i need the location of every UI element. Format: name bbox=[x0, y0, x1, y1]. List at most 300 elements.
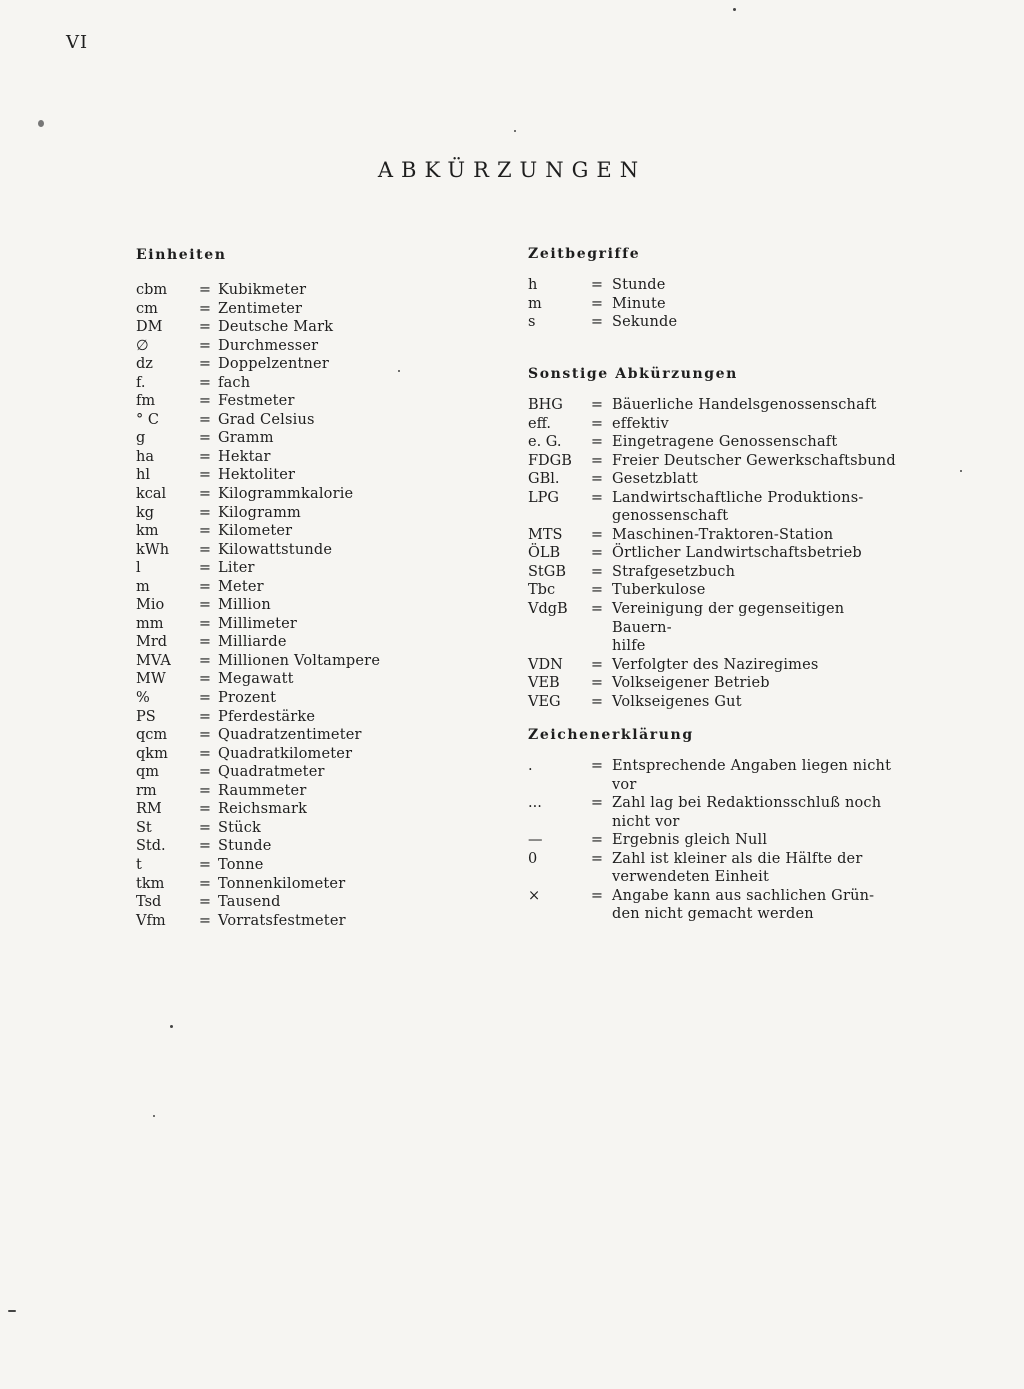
abbreviation: tkm bbox=[136, 875, 165, 892]
equals-sign: = bbox=[198, 634, 212, 651]
abbreviation: ∅ bbox=[136, 337, 149, 354]
meaning-line: Kubikmeter bbox=[218, 282, 307, 298]
abbreviation-meaning bbox=[218, 615, 297, 634]
time-heading: Zeitbegriffe bbox=[528, 246, 641, 262]
meaning-line: Verfolgter des Naziregimes bbox=[612, 656, 819, 673]
abbreviation-meaning bbox=[218, 559, 255, 578]
abbreviation-entry bbox=[136, 337, 380, 356]
abbreviation: m bbox=[528, 295, 542, 312]
abbreviation-entry bbox=[528, 526, 902, 545]
page-title: ABKÜRZUNGEN bbox=[377, 158, 647, 182]
abbreviation-entry bbox=[136, 726, 380, 745]
abbreviation-meaning bbox=[218, 355, 329, 374]
equals-sign: = bbox=[198, 801, 212, 818]
abbreviation-entry bbox=[136, 374, 380, 393]
abbreviation-entry bbox=[136, 837, 380, 856]
equals-sign: = bbox=[198, 856, 212, 873]
abbreviation: kcal bbox=[136, 486, 167, 503]
abbreviation-meaning bbox=[612, 887, 902, 924]
abbreviation: VdgB bbox=[528, 601, 568, 618]
abbreviation-meaning bbox=[218, 856, 264, 875]
abbreviation: Tsd bbox=[136, 894, 162, 911]
abbreviation: LPG bbox=[528, 489, 559, 506]
other-abbreviations-heading: Sonstige Abkürzungen bbox=[528, 366, 738, 382]
abbreviation-meaning bbox=[612, 415, 902, 434]
abbreviation-entry bbox=[136, 485, 380, 504]
abbreviation: l bbox=[136, 560, 141, 577]
scan-speck bbox=[733, 8, 736, 11]
equals-sign: = bbox=[590, 471, 604, 488]
abbreviation: Mio bbox=[136, 597, 165, 614]
equals-sign: = bbox=[590, 434, 604, 451]
scan-speck bbox=[170, 1025, 173, 1028]
meaning-line: genossenschaft bbox=[612, 508, 729, 525]
abbreviation-meaning bbox=[218, 708, 315, 727]
abbreviation-meaning bbox=[218, 411, 315, 430]
abbreviation-entry bbox=[136, 689, 380, 708]
abbreviation-meaning bbox=[612, 794, 902, 831]
abbreviation-meaning bbox=[218, 392, 295, 411]
abbreviation-meaning bbox=[218, 429, 274, 448]
abbreviation-entry bbox=[528, 831, 902, 850]
equals-sign: = bbox=[198, 467, 212, 484]
equals-sign: = bbox=[198, 782, 212, 799]
abbreviation: RM bbox=[136, 801, 162, 818]
equals-sign: = bbox=[198, 838, 212, 855]
equals-sign: = bbox=[198, 690, 212, 707]
meaning-line: Tonne bbox=[218, 856, 264, 873]
meaning-line: Tausend bbox=[218, 894, 281, 911]
abbreviation: m bbox=[136, 578, 150, 595]
abbreviation-meaning bbox=[218, 466, 295, 485]
meaning-line: verwendeten Einheit bbox=[612, 869, 769, 886]
abbreviation-meaning bbox=[612, 757, 902, 794]
abbreviation-meaning bbox=[218, 912, 346, 931]
equals-sign: = bbox=[590, 452, 604, 469]
abbreviation-meaning bbox=[612, 452, 902, 471]
meaning-line: Ergebnis gleich Null bbox=[612, 832, 768, 849]
abbreviation-entry bbox=[528, 757, 902, 794]
abbreviation-entry bbox=[528, 887, 902, 924]
equals-sign: = bbox=[198, 875, 212, 892]
abbreviation: f. bbox=[136, 374, 146, 391]
equals-sign: = bbox=[198, 319, 212, 336]
abbreviation-meaning bbox=[612, 831, 902, 850]
signs-heading: Zeichenerklärung bbox=[528, 727, 694, 743]
equals-sign: = bbox=[198, 282, 212, 298]
meaning-line: Deutsche Mark bbox=[218, 319, 334, 336]
abbreviation-meaning bbox=[612, 600, 902, 656]
meaning-line: Reichsmark bbox=[218, 801, 308, 818]
abbreviation-meaning bbox=[612, 526, 902, 545]
abbreviation-meaning bbox=[612, 656, 902, 675]
scan-speck bbox=[398, 370, 400, 372]
abbreviation: e. G. bbox=[528, 434, 562, 451]
equals-sign: = bbox=[590, 314, 604, 331]
meaning-line: Quadratmeter bbox=[218, 764, 325, 781]
meaning-line: Sekunde bbox=[612, 314, 678, 331]
abbreviation: dz bbox=[136, 356, 153, 373]
abbreviation-meaning bbox=[218, 875, 345, 894]
abbreviation-entry bbox=[136, 281, 380, 300]
abbreviation: Std. bbox=[136, 838, 166, 855]
abbreviation-meaning bbox=[218, 485, 353, 504]
meaning-line: Grad Celsius bbox=[218, 411, 315, 428]
abbreviation-entry bbox=[136, 300, 380, 319]
abbreviation: s bbox=[528, 314, 536, 331]
abbreviation-entry bbox=[136, 559, 380, 578]
abbreviation-entry bbox=[528, 581, 902, 600]
abbreviation: qcm bbox=[136, 727, 168, 744]
meaning-line: Volkseigenes Gut bbox=[612, 693, 742, 710]
equals-sign: = bbox=[590, 656, 604, 673]
abbreviation-entry bbox=[136, 800, 380, 819]
equals-sign: = bbox=[198, 374, 212, 391]
abbreviation-meaning bbox=[218, 337, 318, 356]
equals-sign: = bbox=[198, 504, 212, 521]
meaning-line: Hektoliter bbox=[218, 467, 296, 484]
equals-sign: = bbox=[590, 601, 604, 618]
meaning-line: Durchmesser bbox=[218, 337, 319, 354]
equals-sign: = bbox=[590, 795, 604, 812]
meaning-line: vor bbox=[612, 776, 637, 793]
abbreviation-entry bbox=[136, 782, 380, 801]
meaning-line: Minute bbox=[612, 295, 666, 312]
equals-sign: = bbox=[198, 430, 212, 447]
abbreviation-entry bbox=[528, 470, 902, 489]
abbreviation: eff. bbox=[528, 415, 551, 432]
meaning-line: effektiv bbox=[612, 415, 669, 432]
meaning-line: Tonnenkilometer bbox=[218, 875, 346, 892]
abbreviation-meaning bbox=[218, 596, 271, 615]
abbreviation: ÖLB bbox=[528, 545, 561, 562]
abbreviation: — bbox=[528, 832, 543, 849]
scan-speck bbox=[153, 1115, 155, 1117]
meaning-line: Vorratsfestmeter bbox=[218, 912, 346, 929]
abbreviation: PS bbox=[136, 708, 156, 725]
meaning-line: Eingetragene Genossenschaft bbox=[612, 434, 838, 451]
abbreviation-entry bbox=[528, 396, 902, 415]
meaning-line: Kilometer bbox=[218, 523, 293, 540]
equals-sign: = bbox=[198, 912, 212, 929]
equals-sign: = bbox=[198, 819, 212, 836]
equals-sign: = bbox=[198, 615, 212, 632]
equals-sign: = bbox=[198, 356, 212, 373]
abbreviation-meaning bbox=[612, 276, 666, 295]
abbreviation: . bbox=[528, 758, 533, 774]
meaning-line: hilfe bbox=[612, 638, 646, 655]
abbreviation: Mrd bbox=[136, 634, 168, 651]
abbreviation: VEB bbox=[528, 675, 560, 692]
abbreviation-meaning bbox=[612, 396, 902, 415]
abbreviation-meaning bbox=[612, 850, 902, 887]
abbreviation: cbm bbox=[136, 282, 168, 298]
abbreviation-meaning bbox=[218, 633, 287, 652]
abbreviation-meaning bbox=[612, 433, 902, 452]
abbreviation-entry bbox=[528, 295, 677, 314]
abbreviation: cm bbox=[136, 300, 158, 317]
meaning-line: Freier Deutscher Gewerkschaftsbund bbox=[612, 452, 896, 469]
abbreviation-entry bbox=[528, 452, 902, 471]
meaning-line: Hektar bbox=[218, 448, 271, 465]
abbreviation-meaning bbox=[218, 670, 294, 689]
abbreviation-meaning bbox=[218, 837, 272, 856]
equals-sign: = bbox=[590, 397, 604, 413]
equals-sign: = bbox=[590, 563, 604, 580]
abbreviation-meaning bbox=[612, 563, 902, 582]
abbreviation-entry bbox=[528, 656, 902, 675]
abbreviation-entry bbox=[136, 745, 380, 764]
abbreviation: qm bbox=[136, 764, 160, 781]
equals-sign: = bbox=[198, 300, 212, 317]
meaning-line: Megawatt bbox=[218, 671, 294, 688]
equals-sign: = bbox=[198, 411, 212, 428]
abbreviation-entry bbox=[136, 541, 380, 560]
meaning-line: Tuberkulose bbox=[612, 582, 706, 599]
abbreviation-meaning bbox=[218, 504, 301, 523]
equals-sign: = bbox=[198, 393, 212, 410]
abbreviation-entry bbox=[528, 415, 902, 434]
abbreviation: MW bbox=[136, 671, 166, 688]
abbreviation-meaning bbox=[218, 300, 302, 319]
abbreviation-meaning bbox=[218, 745, 352, 764]
abbreviation-meaning bbox=[218, 522, 292, 541]
abbreviation-entry bbox=[528, 850, 902, 887]
abbreviation-meaning bbox=[612, 544, 902, 563]
abbreviation-meaning bbox=[218, 652, 380, 671]
abbreviation: MTS bbox=[528, 526, 563, 543]
abbreviation-entry bbox=[136, 411, 380, 430]
abbreviation-entry bbox=[528, 794, 902, 831]
signs-section bbox=[528, 727, 902, 924]
equals-sign: = bbox=[198, 894, 212, 911]
equals-sign: = bbox=[198, 745, 212, 762]
meaning-line: Kilowattstunde bbox=[218, 541, 333, 558]
abbreviation: FDGB bbox=[528, 452, 572, 469]
abbreviation-meaning bbox=[218, 541, 332, 560]
meaning-line: Kilogramm bbox=[218, 504, 301, 521]
abbreviation-entry bbox=[136, 578, 380, 597]
equals-sign: = bbox=[590, 526, 604, 543]
signs-list bbox=[528, 757, 902, 924]
abbreviation-entry bbox=[136, 522, 380, 541]
abbreviation-entry bbox=[528, 693, 902, 712]
abbreviation: qkm bbox=[136, 745, 168, 762]
scan-speck bbox=[8, 1310, 16, 1312]
abbreviation: ... bbox=[528, 795, 542, 812]
abbreviation: 0 bbox=[528, 850, 538, 867]
equals-sign: = bbox=[590, 758, 604, 774]
meaning-line: Zahl lag bei Redaktionsschluß noch bbox=[612, 795, 882, 812]
abbreviation-entry bbox=[136, 633, 380, 652]
meaning-line: Million bbox=[218, 597, 271, 614]
abbreviation-entry bbox=[136, 504, 380, 523]
equals-sign: = bbox=[590, 832, 604, 849]
meaning-line: Strafgesetzbuch bbox=[612, 563, 736, 580]
abbreviation-meaning bbox=[218, 782, 306, 801]
abbreviation-entry bbox=[528, 489, 902, 526]
equals-sign: = bbox=[198, 652, 212, 669]
meaning-line: Raummeter bbox=[218, 782, 307, 799]
abbreviation: g bbox=[136, 430, 146, 447]
abbreviation: kWh bbox=[136, 541, 170, 558]
equals-sign: = bbox=[198, 560, 212, 577]
meaning-line: Entsprechende Angaben liegen nicht bbox=[612, 758, 892, 774]
meaning-line: Quadratzentimeter bbox=[218, 727, 362, 744]
equals-sign: = bbox=[590, 277, 604, 293]
abbreviation-meaning bbox=[218, 374, 250, 393]
abbreviation-meaning bbox=[218, 893, 281, 912]
meaning-line: Maschinen-Traktoren-Station bbox=[612, 526, 834, 543]
equals-sign: = bbox=[590, 489, 604, 506]
meaning-line: fach bbox=[218, 374, 251, 391]
abbreviation-meaning bbox=[218, 763, 325, 782]
abbreviation: VEG bbox=[528, 693, 561, 710]
meaning-line: Millionen Voltampere bbox=[218, 652, 381, 669]
abbreviation-entry bbox=[136, 615, 380, 634]
scan-speck bbox=[38, 120, 44, 127]
meaning-line: Örtlicher Landwirtschaftsbetrieb bbox=[612, 545, 862, 562]
abbreviation-meaning bbox=[218, 689, 276, 708]
abbreviation-entry bbox=[528, 600, 902, 656]
meaning-line: Stunde bbox=[218, 838, 272, 855]
equals-sign: = bbox=[198, 523, 212, 540]
equals-sign: = bbox=[590, 850, 604, 867]
abbreviation-entry bbox=[136, 763, 380, 782]
meaning-line: Gramm bbox=[218, 430, 274, 447]
meaning-line: Festmeter bbox=[218, 393, 295, 410]
abbreviation-meaning bbox=[612, 581, 902, 600]
abbreviation-entry bbox=[136, 429, 380, 448]
meaning-line: Pferdestärke bbox=[218, 708, 316, 725]
abbreviation-entry bbox=[528, 674, 902, 693]
abbreviation: StGB bbox=[528, 563, 566, 580]
equals-sign: = bbox=[590, 582, 604, 599]
equals-sign: = bbox=[590, 295, 604, 312]
time-list bbox=[528, 276, 677, 332]
abbreviation-entry bbox=[528, 276, 677, 295]
abbreviation: ° C bbox=[136, 411, 159, 428]
abbreviation: % bbox=[136, 690, 150, 707]
abbreviation-entry bbox=[136, 448, 380, 467]
meaning-line: Kilogrammkalorie bbox=[218, 486, 354, 503]
equals-sign: = bbox=[198, 337, 212, 354]
abbreviation-entry bbox=[136, 819, 380, 838]
meaning-line: nicht vor bbox=[612, 813, 680, 830]
equals-sign: = bbox=[198, 448, 212, 465]
meaning-line: Doppelzentner bbox=[218, 356, 329, 373]
page-number: VI bbox=[66, 32, 89, 53]
abbreviation-meaning bbox=[612, 489, 902, 526]
meaning-line: Milliarde bbox=[218, 634, 287, 651]
abbreviation-meaning bbox=[218, 726, 362, 745]
abbreviation: DM bbox=[136, 319, 163, 336]
abbreviation-entry bbox=[136, 355, 380, 374]
abbreviation: fm bbox=[136, 393, 156, 410]
meaning-line: Quadratkilometer bbox=[218, 745, 353, 762]
meaning-line: Zentimeter bbox=[218, 300, 303, 317]
abbreviation: × bbox=[528, 887, 541, 904]
other-abbreviations-list bbox=[528, 396, 902, 711]
other-abbreviations-section bbox=[528, 366, 902, 711]
abbreviation-meaning bbox=[218, 800, 307, 819]
abbreviation-entry bbox=[136, 318, 380, 337]
abbreviation-meaning bbox=[612, 693, 902, 712]
meaning-line: Gesetzblatt bbox=[612, 471, 699, 488]
meaning-line: Millimeter bbox=[218, 615, 298, 632]
abbreviation-entry bbox=[136, 392, 380, 411]
time-section bbox=[528, 246, 677, 332]
meaning-line: Volkseigener Betrieb bbox=[612, 675, 770, 692]
scan-speck bbox=[514, 130, 516, 132]
abbreviation: VDN bbox=[528, 656, 563, 673]
meaning-line: Stunde bbox=[612, 277, 666, 293]
abbreviation: Tbc bbox=[528, 582, 556, 599]
equals-sign: = bbox=[198, 578, 212, 595]
meaning-line: Liter bbox=[218, 560, 255, 577]
meaning-line: Zahl ist kleiner als die Hälfte der bbox=[612, 850, 863, 867]
meaning-line: Bäuerliche Handelsgenossenschaft bbox=[612, 397, 877, 413]
abbreviation-meaning bbox=[218, 318, 333, 337]
meaning-line: Landwirtschaftliche Produktions- bbox=[612, 489, 864, 506]
abbreviation: BHG bbox=[528, 397, 563, 413]
equals-sign: = bbox=[198, 764, 212, 781]
abbreviation: mm bbox=[136, 615, 164, 632]
abbreviation-entry bbox=[136, 466, 380, 485]
abbreviation-entry bbox=[528, 433, 902, 452]
meaning-line: Angabe kann aus sachlichen Grün- bbox=[612, 887, 875, 904]
abbreviation-meaning bbox=[612, 313, 677, 332]
abbreviation-entry bbox=[528, 563, 902, 582]
meaning-line: Stück bbox=[218, 819, 262, 836]
equals-sign: = bbox=[198, 541, 212, 558]
equals-sign: = bbox=[198, 727, 212, 744]
abbreviation: Vfm bbox=[136, 912, 166, 929]
abbreviation-entry bbox=[528, 544, 902, 563]
equals-sign: = bbox=[198, 486, 212, 503]
abbreviation-entry bbox=[136, 708, 380, 727]
scan-speck bbox=[960, 470, 962, 472]
abbreviation: ha bbox=[136, 448, 154, 465]
meaning-line: Vereinigung der gegenseitigen Bauern- bbox=[612, 601, 845, 636]
abbreviation-meaning bbox=[612, 674, 902, 693]
abbreviation: kg bbox=[136, 504, 155, 521]
units-list bbox=[136, 281, 380, 930]
equals-sign: = bbox=[198, 597, 212, 614]
abbreviation-meaning bbox=[218, 448, 271, 467]
units-section bbox=[136, 247, 380, 930]
abbreviation-meaning bbox=[218, 281, 306, 300]
abbreviation-entry bbox=[136, 875, 380, 894]
abbreviation: MVA bbox=[136, 652, 171, 669]
abbreviation-meaning bbox=[612, 470, 902, 489]
meaning-line: Prozent bbox=[218, 690, 277, 707]
abbreviation: rm bbox=[136, 782, 157, 799]
abbreviation-entry bbox=[528, 313, 677, 332]
abbreviation: GBl. bbox=[528, 471, 560, 488]
units-heading: Einheiten bbox=[136, 247, 227, 263]
abbreviation: h bbox=[528, 277, 538, 293]
abbreviation: St bbox=[136, 819, 152, 836]
abbreviation-entry bbox=[136, 912, 380, 931]
abbreviation-entry bbox=[136, 856, 380, 875]
equals-sign: = bbox=[198, 708, 212, 725]
abbreviation-entry bbox=[136, 652, 380, 671]
abbreviation-entry bbox=[136, 596, 380, 615]
abbreviation-meaning bbox=[612, 295, 666, 314]
equals-sign: = bbox=[590, 887, 604, 904]
meaning-line: Meter bbox=[218, 578, 264, 595]
